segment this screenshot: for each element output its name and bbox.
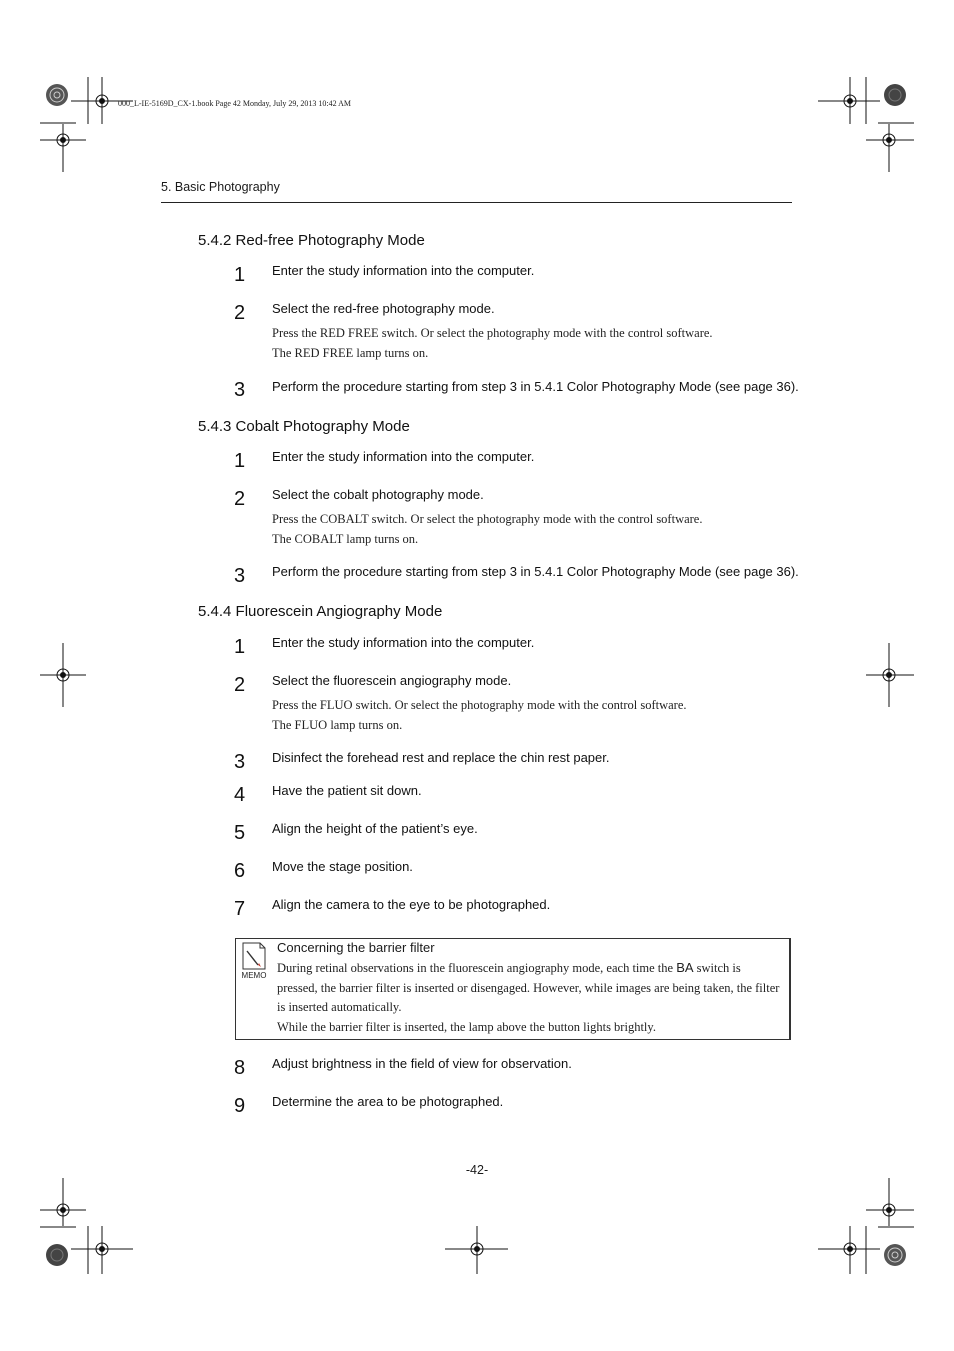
step-text: Select the cobalt photography mode. xyxy=(272,487,484,502)
step-text: Enter the study information into the computer. xyxy=(272,449,535,464)
memo-text: While the barrier filter is inserted, the lamp above the button lights brightly. xyxy=(277,1019,656,1034)
step-number: 3 xyxy=(234,565,246,587)
step-text: Align the camera to the eye to be photographed. xyxy=(272,897,551,912)
step-text: Select the fluorescein angiography mode. xyxy=(272,673,512,688)
step-number: 1 xyxy=(234,450,246,472)
step-number: 2 xyxy=(234,488,246,510)
step-text: Align the height of the patient’s eye. xyxy=(272,821,478,836)
memo-text: switch is pressed, the barrier filter is inserted or disengaged. However, while images are being taken, the filter is inserted automatically. xyxy=(277,961,780,1015)
step-number: 5 xyxy=(234,822,246,844)
step-detail: Press the RED FREE switch. Or select the photography mode with the control software. xyxy=(272,326,713,340)
step-detail: The COBALT lamp turns on. xyxy=(272,532,419,546)
step-number: 1 xyxy=(234,636,246,658)
step-number: 8 xyxy=(234,1057,246,1079)
print-job-meta: 000_L-IE-5169D_CX-1.book Page 42 Monday, July 29, 2013 10:42 AM xyxy=(118,99,352,108)
step-detail: Press the COBALT switch. Or select the photography mode with the control software. xyxy=(272,512,703,526)
step-detail: The FLUO lamp turns on. xyxy=(272,718,403,732)
memo-text: During retinal observations in the fluorescein angiography mode, each time the xyxy=(277,961,677,975)
step-number: 3 xyxy=(234,379,246,401)
step-number: 6 xyxy=(234,860,246,882)
section-title-fluorescein: 5.4.4 Fluorescein Angiography Mode xyxy=(198,603,443,620)
step-text: Adjust brightness in the field of view for observation. xyxy=(272,1056,572,1071)
step-text: Perform the procedure starting from step 3 in 5.4.1 Color Photography Mode (see page 36). xyxy=(272,564,799,579)
step-text: Perform the procedure starting from step 3 in 5.4.1 Color Photography Mode (see page 36). xyxy=(272,379,799,394)
step-number: 7 xyxy=(234,898,246,920)
step-number: 3 xyxy=(234,751,246,773)
step-number: 2 xyxy=(234,302,246,324)
step-text: Disinfect the forehead rest and replace the chin rest paper. xyxy=(272,750,610,765)
memo-title: Concerning the barrier filter xyxy=(277,940,435,955)
step-text: Move the stage position. xyxy=(272,859,413,874)
step-number: 4 xyxy=(234,784,246,806)
step-text: Determine the area to be photographed. xyxy=(272,1094,504,1109)
ba-switch-label: BA xyxy=(676,960,694,975)
memo-icon-label: MEMO xyxy=(241,971,267,980)
step-text: Select the red-free photography mode. xyxy=(272,301,495,316)
step-detail: The RED FREE lamp turns on. xyxy=(272,346,429,360)
page-number: -42- xyxy=(465,1163,489,1177)
step-detail: Press the FLUO switch. Or select the photography mode with the control software. xyxy=(272,698,687,712)
step-text: Enter the study information into the computer. xyxy=(272,635,535,650)
step-number: 9 xyxy=(234,1095,246,1117)
memo-icon xyxy=(238,942,270,980)
header-divider xyxy=(161,202,792,203)
step-number: 1 xyxy=(234,264,246,286)
step-number: 2 xyxy=(234,674,246,696)
memo-body xyxy=(277,958,782,1037)
step-text: Have the patient sit down. xyxy=(272,783,422,798)
running-header: 5. Basic Photography xyxy=(161,180,280,194)
step-text: Enter the study information into the computer. xyxy=(272,263,535,278)
section-title-red-free: 5.4.2 Red-free Photography Mode xyxy=(198,232,425,249)
section-title-cobalt: 5.4.3 Cobalt Photography Mode xyxy=(198,418,410,435)
